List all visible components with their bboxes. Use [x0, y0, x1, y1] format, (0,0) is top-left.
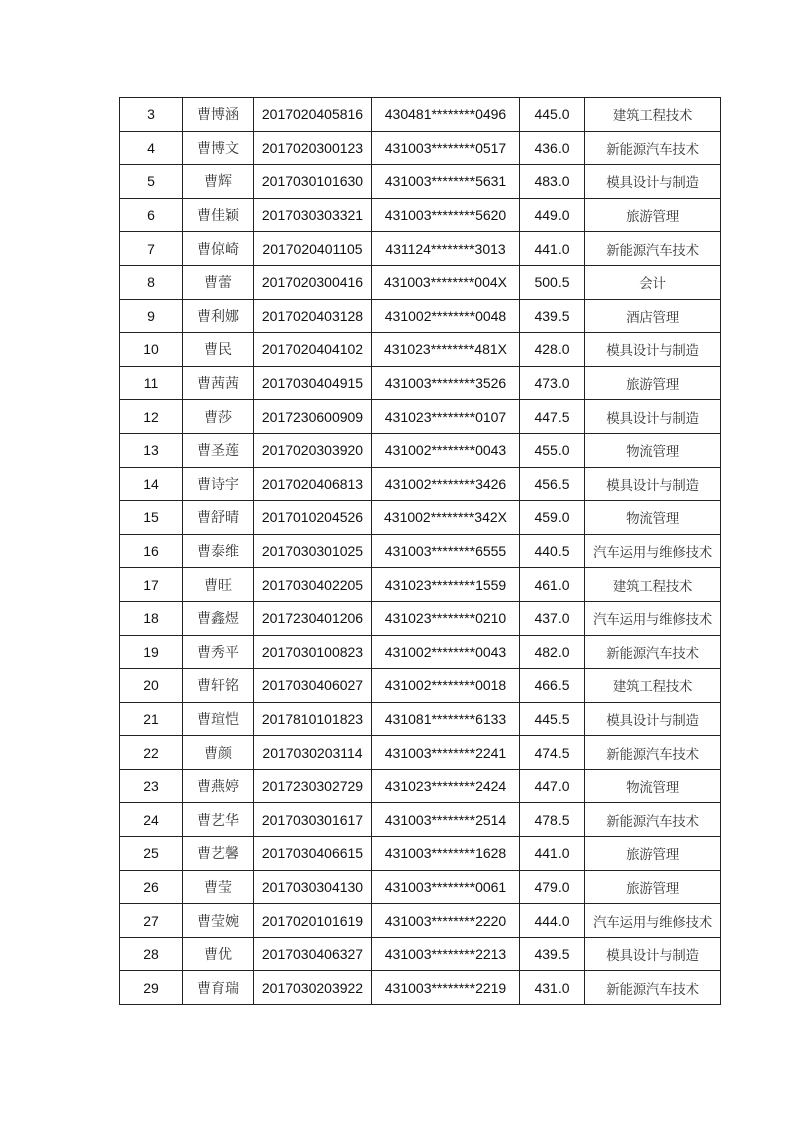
row-number-cell: 16 [120, 534, 183, 568]
id-number-cell: 431003********2241 [372, 736, 520, 770]
major-cell: 新能源汽车技术 [585, 635, 721, 669]
row-number-cell: 27 [120, 904, 183, 938]
table-row [120, 904, 721, 938]
id-number-cell: 431002********0048 [372, 299, 520, 333]
student-name-cell: 曹艺华 [183, 803, 254, 837]
major-cell: 建筑工程技术 [585, 669, 721, 703]
major-cell: 物流管理 [585, 501, 721, 535]
major-cell: 旅游管理 [585, 837, 721, 871]
student-name-cell: 曹利娜 [183, 299, 254, 333]
major-cell: 汽车运用与维修技术 [585, 904, 721, 938]
table-row [120, 803, 721, 837]
student-name-cell: 曹佳颖 [183, 198, 254, 232]
exam-number-cell: 2017030404915 [254, 366, 372, 400]
student-name-cell: 曹优 [183, 937, 254, 971]
major-cell: 酒店管理 [585, 299, 721, 333]
exam-number-cell: 2017030402205 [254, 568, 372, 602]
id-number-cell: 431003********0061 [372, 870, 520, 904]
table-row [120, 669, 721, 703]
score-cell: 449.0 [520, 198, 585, 232]
row-number-cell: 14 [120, 467, 183, 501]
exam-number-cell: 2017020404102 [254, 333, 372, 367]
row-number-cell: 26 [120, 870, 183, 904]
exam-number-cell: 2017020303920 [254, 433, 372, 467]
score-cell: 444.0 [520, 904, 585, 938]
table-row [120, 702, 721, 736]
exam-number-cell: 2017030303321 [254, 198, 372, 232]
student-name-cell: 曹艺馨 [183, 837, 254, 871]
table-row [120, 265, 721, 299]
exam-number-cell: 2017020406813 [254, 467, 372, 501]
score-cell: 437.0 [520, 601, 585, 635]
row-number-cell: 4 [120, 131, 183, 165]
major-cell: 新能源汽车技术 [585, 131, 721, 165]
table-row [120, 601, 721, 635]
student-name-cell: 曹莎 [183, 400, 254, 434]
row-number-cell: 17 [120, 568, 183, 602]
id-number-cell: 431002********3426 [372, 467, 520, 501]
exam-number-cell: 2017810101823 [254, 702, 372, 736]
exam-number-cell: 2017030301025 [254, 534, 372, 568]
id-number-cell: 430481********0496 [372, 98, 520, 132]
row-number-cell: 28 [120, 937, 183, 971]
table-row [120, 769, 721, 803]
row-number-cell: 11 [120, 366, 183, 400]
row-number-cell: 10 [120, 333, 183, 367]
id-number-cell: 431124********3013 [372, 232, 520, 266]
table-row [120, 870, 721, 904]
student-name-cell: 曹莹婉 [183, 904, 254, 938]
id-number-cell: 431003********0517 [372, 131, 520, 165]
score-cell: 456.5 [520, 467, 585, 501]
score-cell: 445.5 [520, 702, 585, 736]
table-row [120, 971, 721, 1005]
table-row [120, 937, 721, 971]
id-number-cell: 431003********2514 [372, 803, 520, 837]
major-cell: 新能源汽车技术 [585, 971, 721, 1005]
student-name-cell: 曹博文 [183, 131, 254, 165]
exam-number-cell: 2017030301617 [254, 803, 372, 837]
row-number-cell: 8 [120, 265, 183, 299]
score-cell: 461.0 [520, 568, 585, 602]
row-number-cell: 21 [120, 702, 183, 736]
score-cell: 473.0 [520, 366, 585, 400]
major-cell: 模具设计与制造 [585, 467, 721, 501]
major-cell: 新能源汽车技术 [585, 736, 721, 770]
row-number-cell: 29 [120, 971, 183, 1005]
exam-number-cell: 2017020401105 [254, 232, 372, 266]
id-number-cell: 431023********1559 [372, 568, 520, 602]
table-row [120, 568, 721, 602]
exam-number-cell: 2017010204526 [254, 501, 372, 535]
student-name-cell: 曹诗宇 [183, 467, 254, 501]
row-number-cell: 6 [120, 198, 183, 232]
id-number-cell: 431081********6133 [372, 702, 520, 736]
student-name-cell: 曹莹 [183, 870, 254, 904]
exam-number-cell: 2017030406615 [254, 837, 372, 871]
major-cell: 模具设计与制造 [585, 400, 721, 434]
student-name-cell: 曹辉 [183, 165, 254, 199]
table-row [120, 198, 721, 232]
major-cell: 会计 [585, 265, 721, 299]
id-number-cell: 431002********0043 [372, 433, 520, 467]
table-row [120, 433, 721, 467]
exam-number-cell: 2017030406327 [254, 937, 372, 971]
exam-number-cell: 2017020300416 [254, 265, 372, 299]
score-cell: 439.5 [520, 299, 585, 333]
student-name-cell: 曹蕾 [183, 265, 254, 299]
score-cell: 441.0 [520, 837, 585, 871]
student-name-cell: 曹瑄恺 [183, 702, 254, 736]
major-cell: 建筑工程技术 [585, 98, 721, 132]
major-cell: 旅游管理 [585, 870, 721, 904]
student-name-cell: 曹轩铭 [183, 669, 254, 703]
student-name-cell: 曹燕婷 [183, 769, 254, 803]
major-cell: 建筑工程技术 [585, 568, 721, 602]
row-number-cell: 24 [120, 803, 183, 837]
student-name-cell: 曹民 [183, 333, 254, 367]
row-number-cell: 25 [120, 837, 183, 871]
exam-number-cell: 2017030203922 [254, 971, 372, 1005]
major-cell: 模具设计与制造 [585, 937, 721, 971]
exam-number-cell: 2017030304130 [254, 870, 372, 904]
id-number-cell: 431003********2213 [372, 937, 520, 971]
row-number-cell: 7 [120, 232, 183, 266]
id-number-cell: 431003********5620 [372, 198, 520, 232]
admission-list-table [119, 97, 721, 1005]
id-number-cell: 431002********0043 [372, 635, 520, 669]
id-number-cell: 431003********2219 [372, 971, 520, 1005]
row-number-cell: 19 [120, 635, 183, 669]
table-row [120, 400, 721, 434]
exam-number-cell: 2017030406027 [254, 669, 372, 703]
student-name-cell: 曹泰维 [183, 534, 254, 568]
score-cell: 479.0 [520, 870, 585, 904]
score-cell: 439.5 [520, 937, 585, 971]
major-cell: 旅游管理 [585, 366, 721, 400]
exam-number-cell: 2017020403128 [254, 299, 372, 333]
student-name-cell: 曹鑫煜 [183, 601, 254, 635]
score-cell: 459.0 [520, 501, 585, 535]
student-name-cell: 曹博涵 [183, 98, 254, 132]
id-number-cell: 431002********342X [372, 501, 520, 535]
score-cell: 466.5 [520, 669, 585, 703]
table-row [120, 232, 721, 266]
exam-number-cell: 2017230600909 [254, 400, 372, 434]
row-number-cell: 23 [120, 769, 183, 803]
id-number-cell: 431003********2220 [372, 904, 520, 938]
id-number-cell: 431003********004X [372, 265, 520, 299]
score-cell: 428.0 [520, 333, 585, 367]
row-number-cell: 5 [120, 165, 183, 199]
major-cell: 汽车运用与维修技术 [585, 601, 721, 635]
table-row [120, 165, 721, 199]
id-number-cell: 431023********481X [372, 333, 520, 367]
score-cell: 478.5 [520, 803, 585, 837]
table-row [120, 534, 721, 568]
table-row [120, 366, 721, 400]
score-cell: 440.5 [520, 534, 585, 568]
id-number-cell: 431023********0107 [372, 400, 520, 434]
table-row [120, 736, 721, 770]
row-number-cell: 15 [120, 501, 183, 535]
major-cell: 新能源汽车技术 [585, 232, 721, 266]
row-number-cell: 12 [120, 400, 183, 434]
major-cell: 汽车运用与维修技术 [585, 534, 721, 568]
score-cell: 445.0 [520, 98, 585, 132]
student-name-cell: 曹育瑞 [183, 971, 254, 1005]
row-number-cell: 18 [120, 601, 183, 635]
row-number-cell: 3 [120, 98, 183, 132]
score-cell: 474.5 [520, 736, 585, 770]
score-cell: 431.0 [520, 971, 585, 1005]
student-name-cell: 曹倞崎 [183, 232, 254, 266]
score-cell: 441.0 [520, 232, 585, 266]
row-number-cell: 13 [120, 433, 183, 467]
major-cell: 旅游管理 [585, 198, 721, 232]
table-row [120, 333, 721, 367]
score-cell: 447.0 [520, 769, 585, 803]
major-cell: 模具设计与制造 [585, 165, 721, 199]
student-name-cell: 曹茜茜 [183, 366, 254, 400]
row-number-cell: 9 [120, 299, 183, 333]
id-number-cell: 431003********6555 [372, 534, 520, 568]
id-number-cell: 431023********0210 [372, 601, 520, 635]
table-row [120, 98, 721, 132]
student-name-cell: 曹颜 [183, 736, 254, 770]
major-cell: 模具设计与制造 [585, 333, 721, 367]
student-name-cell: 曹秀平 [183, 635, 254, 669]
row-number-cell: 22 [120, 736, 183, 770]
exam-number-cell: 2017230302729 [254, 769, 372, 803]
table-row [120, 131, 721, 165]
score-cell: 455.0 [520, 433, 585, 467]
table-body [120, 98, 721, 1005]
table-row [120, 837, 721, 871]
major-cell: 物流管理 [585, 433, 721, 467]
major-cell: 新能源汽车技术 [585, 803, 721, 837]
score-cell: 447.5 [520, 400, 585, 434]
score-cell: 483.0 [520, 165, 585, 199]
exam-number-cell: 2017030203114 [254, 736, 372, 770]
score-cell: 482.0 [520, 635, 585, 669]
id-number-cell: 431003********5631 [372, 165, 520, 199]
exam-number-cell: 2017020405816 [254, 98, 372, 132]
exam-number-cell: 2017230401206 [254, 601, 372, 635]
student-name-cell: 曹圣莲 [183, 433, 254, 467]
exam-number-cell: 2017020101619 [254, 904, 372, 938]
table-row [120, 635, 721, 669]
row-number-cell: 20 [120, 669, 183, 703]
exam-number-cell: 2017030100823 [254, 635, 372, 669]
id-number-cell: 431002********0018 [372, 669, 520, 703]
id-number-cell: 431023********2424 [372, 769, 520, 803]
exam-number-cell: 2017030101630 [254, 165, 372, 199]
major-cell: 模具设计与制造 [585, 702, 721, 736]
major-cell: 物流管理 [585, 769, 721, 803]
score-cell: 500.5 [520, 265, 585, 299]
table-row [120, 299, 721, 333]
score-cell: 436.0 [520, 131, 585, 165]
exam-number-cell: 2017020300123 [254, 131, 372, 165]
table-row [120, 467, 721, 501]
student-name-cell: 曹舒晴 [183, 501, 254, 535]
id-number-cell: 431003********3526 [372, 366, 520, 400]
table-row [120, 501, 721, 535]
student-name-cell: 曹旺 [183, 568, 254, 602]
id-number-cell: 431003********1628 [372, 837, 520, 871]
